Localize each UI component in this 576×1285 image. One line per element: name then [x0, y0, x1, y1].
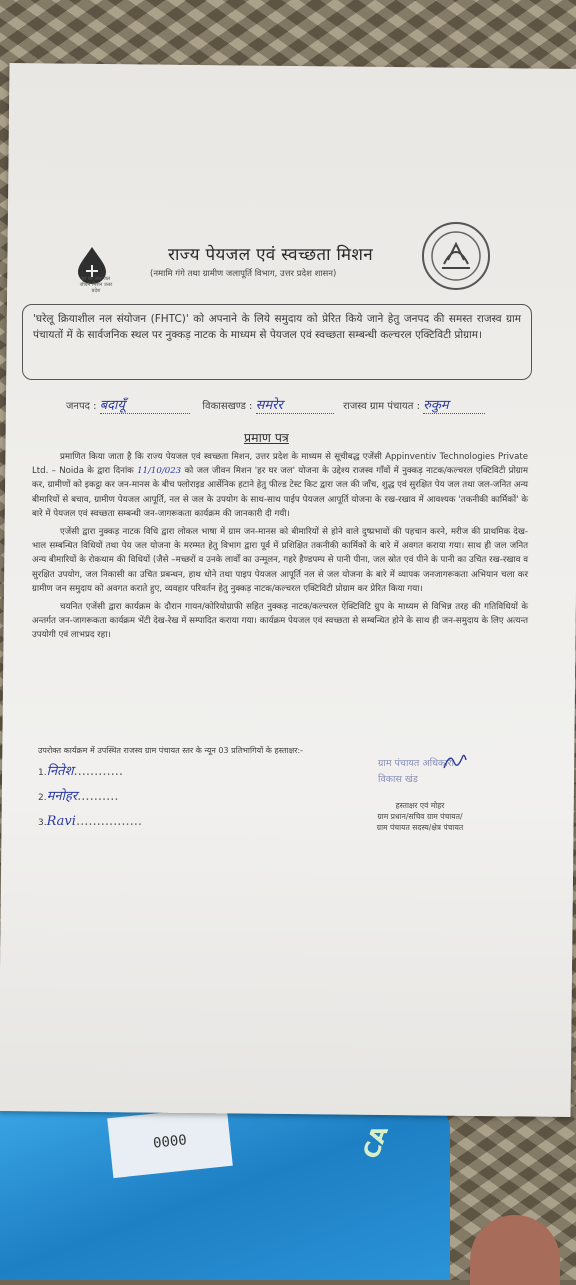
participant-row: 2.मनोहर..........	[38, 789, 119, 804]
block-value: समरेर	[255, 398, 283, 413]
participant-number: 3.	[38, 818, 47, 828]
participant-signature: नितेश	[46, 764, 74, 779]
body-paragraph-1	[32, 450, 528, 521]
participant-row: 1.नितेश............	[38, 764, 124, 779]
district-field	[100, 395, 190, 414]
location-fields	[66, 395, 485, 414]
program-date: 11/10/023	[137, 466, 182, 477]
barcode-label: 0000	[107, 1106, 233, 1178]
participant-row: 3.Ravi................	[38, 814, 143, 829]
program-banner: 'घरेलू क्रियाशील नल संयोजन (FHTC)' को अपनाने के लिये समुदाय को प्रेरित किये जाने हेतु जनपद की समस्त राजस्व ग्राम पंचायतों में के सार्वजनिक स्थल पर नुक्कड़ नाटक के माध्यम से पेयजल एवं स्वच्छता सम्बन्धी कल्चरल एक्टिविटी प्रोग्राम।	[22, 304, 532, 380]
block-field	[256, 395, 334, 414]
mission-subtitle: (नमामि गंगे तथा ग्रामीण जलापूर्ति विभाग, उत्तर प्रदेश शासन)	[150, 269, 337, 279]
panchayat-value: रुकुम	[423, 398, 449, 413]
body-paragraph-2: एजेंसी द्वारा नुक्कड़ नाटक विधि द्वारा लोकल भाषा में ग्राम जन-मानस को बीमारियों से होने वाले दुष्प्रभावों की पहचान करने, मरीज की प्राथमिक देख-भाल सम्बन्धित विधियों तथा पेय जल योजना के मरम्मत हेतु विभाग द्वारा पूर्व में प्रशिक्षित तकनीकी कार्मिकों के बारे में अवगत कराया गया। साथ ही जल जनित अन्य बीमारियों के रोकथाम की विधियों (जैसे –मच्छरों व उनके लार्वों का उन्मूलन, गहरे हैण्डपम्प से पानी पीना, जल स्रोत एवं पीने के पानी का उचित रख-रखाव व सुरक्षित उपयोग, जल निकासी का उचित प्रबन्धन, हाथ धोने तथा पाइप पेयजल आपूर्ति नल से जल योजना के बारे में व्यापक जनजागरूकता अभियान चला कर ग्रामीण जन समुदाय को अवगत कराते हुए, व्यवहार परिवर्तन हेतु नुक्कड़ नाटक/कल्चरल एक्टिविटी प्रोग्राम कर प्रेरित किया गया।	[32, 527, 528, 594]
official-signature-icon	[440, 750, 470, 774]
certificate-title: प्रमाण पत्र	[244, 430, 289, 445]
bag-print-text: CA	[359, 1122, 395, 1163]
block-label: विकासखण्ड :	[202, 401, 253, 412]
authority-line: ग्राम पंचायत सदस्य/क्षेत्र पंचायत	[376, 823, 464, 832]
participant-signatures	[38, 744, 328, 830]
body-paragraph-3: चयनित एजेंसी द्वारा कार्यक्रम के दौरान गायन/कोरियोग्राफी सहित नुक्कड़ नाटक/कल्चरल ऐक्टिविटि ग्रुप के माध्यम से विभिन्न तरह की गतिविधियों के अन्तर्गत जन-जागरूकता कार्यक्रम भेंटी देख-रेख में सम्पादित कराया गया। कार्यक्रम पेयजल एवं स्वच्छता से सम्बन्धित होने के साथ ही जन-समुदाय के लिए अत्यन्त उपयोगी एवं लाभप्रद रहा।	[32, 602, 528, 641]
district-value: बदायूँ	[99, 398, 125, 413]
stamp-line-2: विकास खंड	[378, 774, 418, 785]
up-government-seal-icon	[422, 222, 490, 290]
participant-signature: Ravi	[46, 814, 76, 829]
p1-text-start: प्रमाणित किया जाता है कि राज्य पेयजल एवं स्वच्छता मिशन, उत्तर प्रदेश के माध्यम से सूचीबद्ध एजेंसी Appinventiv Technologies Private Ltd. – Noida के द्वारा दिनांक	[32, 452, 528, 477]
district-label: जनपद :	[66, 401, 97, 412]
authority-signature-block	[350, 800, 490, 833]
participant-number: 2.	[38, 793, 47, 803]
authority-line: ग्राम प्रधान/सचिव ग्राम पंचायत/	[377, 812, 463, 821]
mission-title: राज्य पेयजल एवं स्वच्छता मिशन	[168, 245, 373, 265]
panchayat-field	[423, 395, 485, 414]
stamp-line-1: ग्राम पंचायत अधिकारी	[378, 758, 455, 769]
p1-text-end: को जल जीवन मिशन 'हर घर जल' योजना के उद्देश्य राजस्व गाँवों में नुक्कड़ नाटक/कल्चरल एक्टिविटी प्रोग्राम कर, ग्रामीणों को इकट्ठा कर जन-मानस के बीच फ्लोराइड आर्सेनिक हटाने हेतु फील्ड टेस्ट किट द्वारा जल की जाँच, शुद्ध एवं सुरक्षित पेय जल तथा जल-जनित अन्य बीमारियों से बचाव, ग्रामीण पेयजल आपूर्ति, नल से जल के उपयोग के साथ-साथ पाईप पेयजल आपूर्ति योजना के रख-रखाव में आवश्यक 'तकनीकी कार्मिकों' के बारे में पेयजल एवं स्वच्छता सम्बन्धी जन-जागरूकता कार्यक्रम की जानकारी दी गयी।	[32, 466, 529, 519]
left-logo-caption: हर घर जल जल जीवन मिशन उत्तर प्रदेश	[79, 276, 113, 294]
participant-signature: मनोहर	[46, 789, 78, 804]
signature-intro: उपरोक्त कार्यक्रम में उपस्थित राजस्व ग्राम पंचायत स्तर के न्यून 03 प्रतिभागियों के हस्ताक्षर:-	[38, 746, 304, 755]
authority-line: हस्ताक्षर एवं मोहर	[395, 801, 445, 810]
certificate-body	[32, 450, 528, 647]
panchayat-label: राजस्व ग्राम पंचायत :	[343, 401, 420, 412]
participant-number: 1.	[38, 768, 47, 778]
